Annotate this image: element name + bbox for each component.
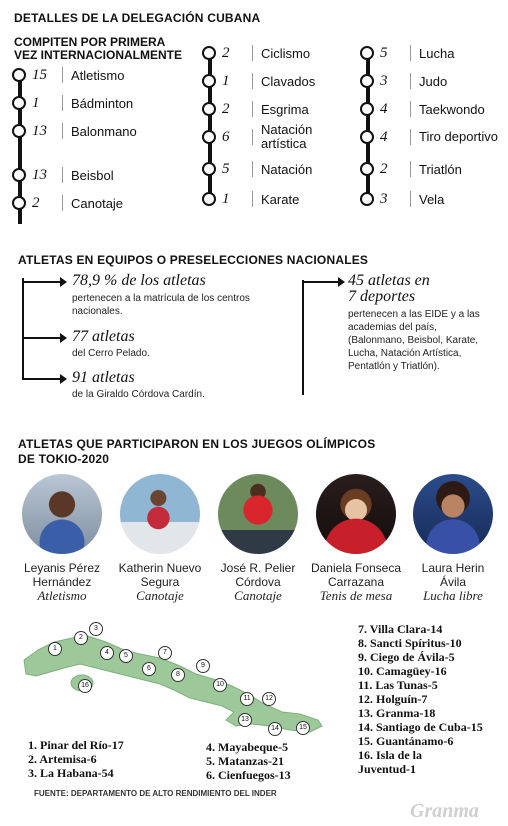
timeline-node-icon [360,102,374,116]
map-pin-13: 13 [238,713,252,727]
sport-name: Atletismo [71,67,125,83]
timeline-node-icon [360,46,374,60]
athlete-name: Ávila [439,575,466,589]
province-entry: 7. Villa Clara-14 [358,622,443,636]
sports-column-2 [202,42,362,212]
athlete-caption [304,561,408,603]
source-note: FUENTE: DEPARTAMENTO DE ALTO RENDIMIENTO DEL INDER [34,789,277,798]
cuba-island-shape [24,636,322,732]
sport-athlete-count: 1 [222,190,230,207]
provinces-mid-list [206,740,291,782]
athlete-sport: Tenis de mesa [319,588,393,603]
sports-column-3 [360,42,508,212]
map-pin-8: 8 [171,668,185,682]
athlete-name: Leyanis Pérez [23,561,101,575]
sport-athlete-count: 1 [222,72,230,89]
sport-row [12,192,172,214]
sport-name: Natación [261,161,313,177]
stat-percent-big: 78,9 % de los atletas [72,272,206,289]
sport-row [202,122,362,151]
timeline-node-icon [12,68,26,82]
sport-name: Tiro deportivo [419,129,498,144]
tree-arrow-1 [60,277,67,287]
sport-row [12,64,172,86]
stat-cerro-text: del Cerro Pelado. [72,348,150,359]
sport-name: Esgrima [261,101,309,117]
sport-separator [62,95,63,111]
map-pin-3: 3 [89,622,103,636]
stat-cerro-big: 77 atletas [72,328,135,345]
province-entry: 1. Pinar del Río-17 [28,738,124,752]
sport-row [202,70,362,92]
sport-athlete-count: 13 [32,122,47,139]
sport-athlete-count: 2 [380,160,388,177]
section-title-delegation: DETALLES DE LA DELEGACIÓN CUBANA [14,11,261,25]
athlete-photo-nuevo [120,474,200,554]
province-entry: 5. Matanzas-21 [206,754,284,768]
athlete-caption [108,561,212,603]
athlete-sport: Lucha libre [423,588,483,603]
sport-separator [410,191,411,207]
timeline-node-icon [202,130,216,144]
sport-row [360,70,508,92]
first-time-subtitle: COMPITEN POR PRIMERA VEZ INTERNACIONALMENTE [14,35,182,62]
map-pin-6: 6 [142,662,156,676]
province-entry: 4. Mayabeque-5 [206,740,288,754]
sport-separator [62,195,63,211]
timeline-node-icon [360,192,374,206]
province-entry: Juventud-1 [358,762,417,776]
sport-athlete-count: 6 [222,128,230,145]
athlete-name: Daniela Fonseca [310,561,402,575]
map-pin-15: 15 [296,721,310,735]
sport-name: Balonmano [71,123,137,139]
stat-giraldo-big: 91 atletas [72,369,135,386]
sport-separator [410,101,411,117]
map-pin-11: 11 [240,692,254,706]
sport-athlete-count: 3 [380,190,388,207]
sport-name: Beisbol [71,167,114,183]
tree-arrow-3 [60,374,67,384]
map-pin-12: 12 [262,692,276,706]
sport-row [202,98,362,120]
province-entry: 6. Cienfuegos-13 [206,768,291,782]
timeline-node-icon [202,162,216,176]
map-pin-10: 10 [213,678,227,692]
map-pin-5: 5 [119,649,133,663]
sport-athlete-count: 4 [380,100,388,117]
sport-name: Vela [419,191,445,207]
sport-separator [62,167,63,183]
sport-separator [62,67,63,83]
tree-vline-left [22,278,24,380]
timeline-node-icon [202,192,216,206]
sport-separator [252,101,253,117]
tree-hline-2 [22,337,64,339]
sport-athlete-count: 5 [380,44,388,61]
province-entry: 13. Granma-18 [358,706,436,720]
tree-hline-4 [302,281,342,283]
map-pin-2: 2 [74,631,88,645]
sport-athlete-count: 3 [380,72,388,89]
granma-watermark: Granma [410,800,479,822]
sport-athlete-count: 2 [222,100,230,117]
map-pin-16: 16 [78,679,92,693]
sport-name: Lucha [419,45,455,61]
sport-row [360,126,508,148]
sport-name: Taekwondo [419,101,485,117]
athlete-name: Laura Herin [421,561,485,575]
sport-separator [62,123,63,139]
timeline-node-icon [12,196,26,210]
athlete-sport: Atletismo [37,588,87,603]
athlete-sport: Canotaje [136,588,184,603]
tree-arrow-2 [60,333,67,343]
athlete-name: Segura [140,575,180,589]
timeline-node-icon [202,46,216,60]
province-entry: 15. Guantánamo-6 [358,734,454,748]
sport-name: Clavados [261,73,316,89]
tree-hline-3 [22,378,64,380]
sport-separator [252,191,253,207]
sport-name: Bádminton [71,95,134,111]
section-title-teams: ATLETAS EN EQUIPOS O PRESELECCIONES NACIONALES [18,253,369,267]
sport-separator [410,73,411,89]
timeline-node-icon [12,124,26,138]
athlete-name: Córdova [235,575,281,589]
province-entry: 16. Isla de la [358,748,423,762]
sport-name: Natación artística [261,122,313,151]
athlete-sport: Canotaje [234,588,282,603]
timeline-node-icon [360,162,374,176]
athlete-name: José R. Pelier [220,561,296,575]
province-entry: 3. La Habana-54 [28,766,114,780]
sport-separator [252,45,253,61]
tree-arrow-4 [338,277,345,287]
province-entry: 12. Holguín-7 [358,692,428,706]
sport-name: Judo [419,73,448,89]
stat-eide-big: 45 atletas en 7 deportes [348,272,430,305]
timeline-node-icon [360,130,374,144]
athlete-caption [10,561,114,603]
timeline-node-icon [360,74,374,88]
province-entry: 9. Ciego de Ávila-5 [358,650,455,664]
map-pin-4: 4 [100,646,114,660]
sport-athlete-count: 2 [222,44,230,61]
sport-row [202,188,362,210]
stat-giraldo-text: de la Giraldo Córdova Cardín. [72,389,205,400]
athlete-photo-herin [413,474,493,554]
province-entry: 14. Santiago de Cuba-15 [358,720,483,734]
stat-percent-text: pertenecen a la matrícula de los centros nacionales. [72,293,250,317]
sport-separator [252,161,253,177]
stat-eide-text: pertenecen a las EIDE y a las academias del país, (Balonmano, Beisbol, Karate, Lucha, Natación Artística, Pentatlón y Triatlón). [348,309,480,372]
sport-athlete-count: 5 [222,160,230,177]
province-entry: 11. Las Tunas-5 [358,678,438,692]
sport-row [202,158,362,180]
sport-name: Triatlón [419,161,462,177]
athlete-name: Katherin Nuevo [118,561,202,575]
sport-separator [410,129,411,145]
map-pin-9: 9 [196,659,210,673]
athlete-caption [401,561,505,603]
athlete-name: Carrazana [327,575,385,589]
athlete-caption [206,561,310,603]
sport-row [202,42,362,64]
sport-athlete-count: 13 [32,166,47,183]
athlete-photo-perez [22,474,102,554]
sport-row [360,98,508,120]
sport-name: Karate [261,191,300,207]
province-entry: 2. Artemisa-6 [28,752,97,766]
sport-separator [410,161,411,177]
province-entry: 10. Camagüey-16 [358,664,447,678]
sport-row [12,92,172,114]
sport-row [12,164,172,186]
sport-athlete-count: 15 [32,66,47,83]
sport-athlete-count: 1 [32,94,40,111]
sport-row [360,42,508,64]
sports-column-1 [12,64,172,212]
timeline-node-icon [202,102,216,116]
athlete-photo-pelier [218,474,298,554]
sport-athlete-count: 2 [32,194,40,211]
timeline-node-icon [12,168,26,182]
sport-name: Ciclismo [261,45,311,61]
provinces-left-list [28,738,124,780]
timeline-node-icon [12,96,26,110]
provinces-right-list [358,622,483,776]
tree-hline-1 [22,281,64,283]
sport-separator [410,45,411,61]
sport-row [12,120,172,142]
map-pin-1: 1 [48,642,62,656]
athlete-name: Hernández [32,575,92,589]
map-pin-14: 14 [268,722,282,736]
athlete-photo-fonseca [316,474,396,554]
map-pin-7: 7 [158,646,172,660]
sport-separator [252,73,253,89]
province-entry: 8. Sancti Spíritus-10 [358,636,462,650]
sport-athlete-count: 4 [380,128,388,145]
tree-vline-right [302,280,304,395]
section-title-olympics: ATLETAS QUE PARTICIPARON EN LOS JUEGOS OLÍMPICOS DE TOKIO-2020 [18,437,376,466]
timeline-node-icon [202,74,216,88]
sport-name: Canotaje [71,195,124,211]
sport-separator [252,129,253,145]
sport-row [360,158,508,180]
sport-row [360,188,508,210]
